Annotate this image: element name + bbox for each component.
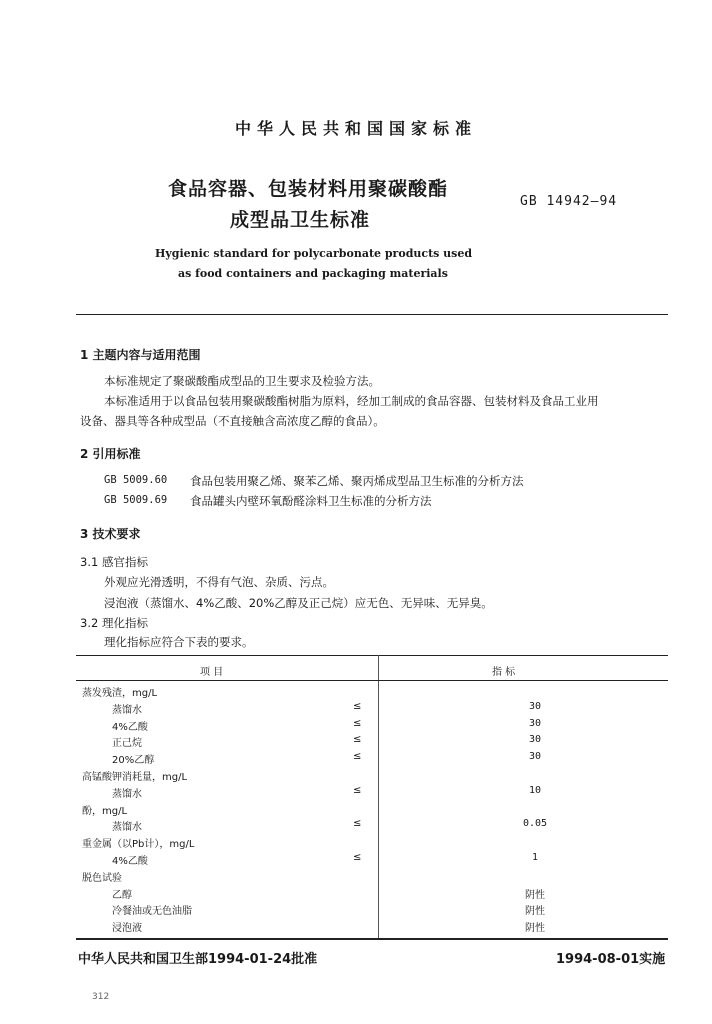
table-row-label: 浸泡液 <box>112 923 142 934</box>
reference-title-2: 食品罐头内壁环氧酚醛涂料卫生标准的分析方法 <box>190 494 432 508</box>
section-3-1-paragraph-1: 外观应光滑透明，不得有气泡、杂质、污点。 <box>104 575 334 589</box>
table-row-lte: ≤ <box>353 718 362 729</box>
table-row-label: 蒸馏水 <box>112 705 142 716</box>
page-number: 312 <box>92 992 110 1002</box>
section-3-2-paragraph-1: 理化指标应符合下表的要求。 <box>104 635 254 649</box>
table-row-lte: ≤ <box>353 734 362 745</box>
table-row-value: 1 <box>531 852 539 863</box>
table-top-rule <box>76 655 668 656</box>
table-row-label: 20%乙醇 <box>112 755 155 766</box>
title-line-1: 食品容器、包装材料用聚碳酸酯 <box>168 178 449 200</box>
table-row-label: 蒸馏水 <box>112 789 142 800</box>
table-header-rule <box>76 680 668 681</box>
table-row-label: 4%乙酸 <box>112 856 148 867</box>
table-row-label: 正己烷 <box>112 738 142 749</box>
reference-code-2: GB 5009.69 <box>104 494 168 506</box>
table-row-value: 30 <box>528 718 542 729</box>
section-3-1-paragraph-2: 浸泡液（蒸馏水、4%乙酸、20%乙醇及正己烷）应无色、无异味、无异臭。 <box>104 596 493 610</box>
table-row-value: 10 <box>528 785 542 796</box>
table-bottom-rule <box>76 938 668 940</box>
approval-line: 中华人民共和国卫生部1994-01-24批准 <box>78 952 318 967</box>
table-row-label: 4%乙酸 <box>112 722 148 733</box>
table-row-lte: ≤ <box>353 852 362 863</box>
table-row-value: 30 <box>528 701 542 712</box>
section-1-paragraph-2a: 本标准适用于以食品包装用聚碳酸酯树脂为原料，经加工制成的食品容器、包装材料及食品工业用 <box>104 394 599 408</box>
table-row-value: 30 <box>528 734 542 745</box>
table-row-label: 高锰酸钾消耗量，mg/L <box>82 772 188 783</box>
table-column-divider <box>378 655 379 938</box>
table-row-label: 重金属（以Pb计），mg/L <box>82 839 195 850</box>
table-row-label: 脱色试验 <box>82 873 122 884</box>
table-row-lte: ≤ <box>353 701 362 712</box>
table-header-item: 项 目 <box>200 667 224 678</box>
table-row-value: 30 <box>528 751 542 762</box>
section-3-2-heading: 3.2 理化指标 <box>80 616 148 630</box>
table-row-label: 冷餐油或无色油脂 <box>112 906 192 917</box>
table-row-label: 乙醇 <box>112 890 132 901</box>
implementation-date: 1994-08-01实施 <box>556 952 666 967</box>
table-row-value: 阴性 <box>525 890 545 901</box>
section-1-heading: 1 主题内容与适用范围 <box>80 348 201 362</box>
table-row-lte: ≤ <box>353 751 362 762</box>
section-3-heading: 3 技术要求 <box>80 527 141 541</box>
section-3-1-heading: 3.1 感官指标 <box>80 555 148 569</box>
section-1-paragraph-2b: 设备、器具等各种成型品（不直接触含高浓度乙醇的食品）。 <box>80 414 385 428</box>
reference-code-1: GB 5009.60 <box>104 474 168 486</box>
english-title-line-2: as food containers and packaging materials <box>178 267 448 280</box>
table-row-label: 蒸发残渣，mg/L <box>82 688 158 699</box>
table-row-lte: ≤ <box>353 785 362 796</box>
table-row-value: 阴性 <box>525 923 545 934</box>
table-row-value: 0.05 <box>522 818 548 829</box>
national-standard-heading: 中华人民共和国国家标准 <box>234 119 477 138</box>
header-rule <box>76 314 668 315</box>
section-2-heading: 2 引用标准 <box>80 447 141 461</box>
table-row-label: 蒸馏水 <box>112 822 142 833</box>
section-1-paragraph-1: 本标准规定了聚碳酸酯成型品的卫生要求及检验方法。 <box>104 374 380 388</box>
standard-number: GB 14942—94 <box>520 194 618 209</box>
table-row-label: 酚，mg/L <box>82 806 128 817</box>
title-line-2: 成型品卫生标准 <box>230 209 371 231</box>
table-header-index: 指 标 <box>492 667 516 678</box>
reference-title-1: 食品包装用聚乙烯、聚苯乙烯、聚丙烯成型品卫生标准的分析方法 <box>190 474 524 488</box>
table-row-lte: ≤ <box>353 818 362 829</box>
table-row-value: 阴性 <box>525 906 545 917</box>
english-title-line-1: Hygienic standard for polycarbonate products used <box>155 247 473 260</box>
